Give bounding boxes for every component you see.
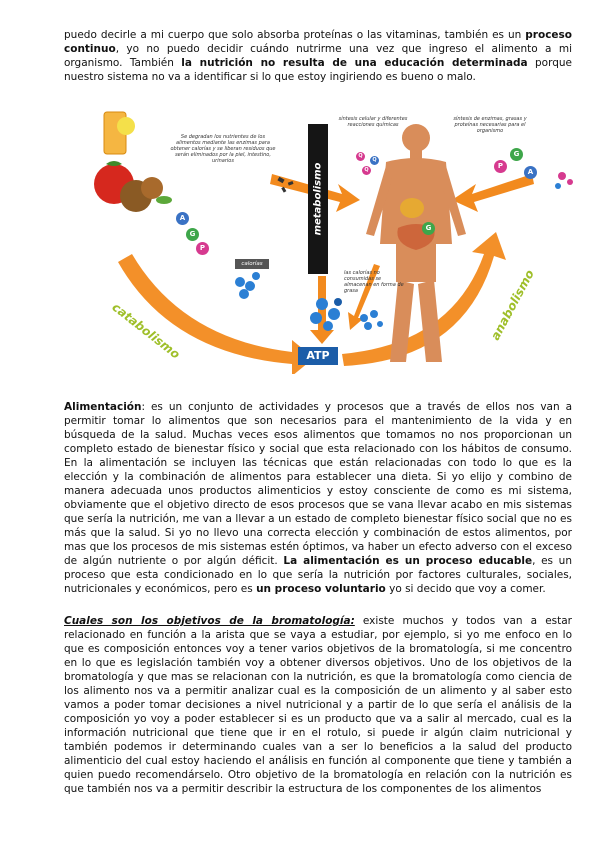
text-run: : es un conjunto de actividades y procesos que a través de ellos nos van a permitir tomar lo alimentos que son necesarios para el mantenimiento de la vida y en búsqueda de la salud. Muchas veces esos alimentos que tomamos no nos proporcionan un completo estado de bienestar físico y social que esta relacionado con los hábitos de consumo. En la alimentación se incluyen las técnicas que están relacionadas con todo lo que es la elección y la combinación de alimentos para establecer una dieta. Si yo elijo y combino de manera adecuada unos productos alimenticios y estoy consciente de como es mi sistema, obviamente que el objetivo directo de esos procesos que se vana llevar acabo en mis sistemas que sería la nutrición, me van a llevar a un estado de completo bienestar físico social que no es más que la salud. Si yo no llevo una correcta elección y combinación de estos alimentos, por mas que los procesos de mis sistemas estén óptimos, va haber un efecto adverso con el exceso de algún nutriente o por algún déficit.: [64, 401, 572, 567]
text-run: , es un proceso que esta condicionado en lo que sería la nutrición por factores culturales, sociales, nutricionales y económicos, pero es: [64, 555, 572, 595]
molecule-left: [235, 272, 260, 299]
molecule-right: [360, 310, 383, 330]
catabolismo-label: catabolismo: [109, 300, 183, 362]
metabolismo-banner: [308, 124, 328, 274]
text-run: porque nuestro sistema no va a identificar si lo que estoy ingiriendo es bueno o malo.: [64, 57, 573, 83]
paragraph-bromatologia: [64, 614, 572, 796]
stomach: [400, 198, 424, 218]
metabolism-figure: [92, 104, 578, 374]
lemon: [117, 117, 135, 135]
heading-objetivos-bromatologia: Cuales son los objetivos de la bromatología:: [64, 615, 355, 627]
text-run: existe muchos y todos van a estar relacionado en función a la arista que se vaya a estudiar, por ejemplo, si yo me enfoco en lo que es composición entonces voy a tener varios objetivos de la bromatología, si me concentro en lo que es legislación también voy a obtener diversos objetivos. Uno de los objetivos de la bromatología y que mas se relacionan con la nutrición, es que la bromatología como ciencia de los alimento nos va a permitir analizar cual es la composición de un alimento y al saber esto vamos a poder tomar decisiones a nivel nutricional y a partir de lo que sería el análisis de la composición yo voy a poder establecer si es un producto que va a salir al mercado, cual es la información nutricional que tiene que ir en el rotulo, si puede ir algún claim nutricional y también podemos ir determinando cuales van a ser lo beneficios a la salud del producto alimenticio del cual estoy haciendo el análisis en función al componente que tiene y también a quien puedo recomendárselo. Otro objetivo de la bromatología en relación con la nutrición es que también nos va a permitir describir la estructura de los componentes de los alimentos: [64, 615, 573, 795]
walnut: [141, 177, 163, 199]
leaf: [156, 196, 172, 204]
badge-g-body: G: [422, 222, 435, 235]
figure-note-cell-synthesis: síntesis celular y diferentes reacciones químicas: [338, 116, 408, 128]
text-run: , yo no puedo decidir cuándo nutrirme una vez que ingreso el alimento a mi organismo. También: [64, 43, 572, 69]
atp-label: ATP: [298, 347, 338, 365]
figure-note-enzymes: síntesis de enzimas, grasas y proteínas necesarias para el organismo: [453, 116, 527, 134]
badge-g-left: G: [186, 228, 199, 241]
badge-q-1: Q: [356, 152, 365, 161]
paragraph-nutrition: [64, 28, 572, 84]
text-run: yo si decido que voy a comer.: [385, 583, 546, 595]
figure-note-degradation: Se degradan los nutrientes de los alimentos mediante las enzimas para obtener calorías y se liberan residuos que serán eliminados por la piel, intestino, urinarios: [170, 134, 276, 164]
badge-q-3: Q: [362, 166, 371, 175]
metabolismo-label: metabolismo: [312, 162, 324, 236]
badge-a-right: A: [524, 166, 537, 179]
molecule-top-right: [555, 172, 573, 189]
badge-a-left: A: [176, 212, 189, 225]
catabolism-arrow: [118, 254, 314, 374]
badge-p-left: P: [196, 242, 209, 255]
calorias-label: calorías: [235, 259, 269, 269]
figure-note-fat-storage: las calorías no consumidas se almacenan en forma de grasa: [344, 270, 404, 294]
bold-term-proceso-continuo: proceso continuo: [64, 29, 572, 55]
bold-term-proceso-educable: La alimentación es un proceso educable: [283, 555, 533, 567]
badge-q-2: Q: [370, 156, 379, 165]
paragraph-alimentacion: [64, 400, 572, 596]
text-run: puedo decirle a mi cuerpo que solo absorba proteínas o las vitaminas, también es un: [64, 29, 526, 41]
badge-p-right: P: [494, 160, 507, 173]
arrow-to-body-right: [452, 174, 534, 212]
badge-g-right: G: [510, 148, 523, 161]
bold-term-alimentacion: Alimentación: [64, 401, 142, 413]
bold-term-nutricion-educacion: la nutrición no resulta de una educación determinada: [181, 57, 528, 69]
bold-term-proceso-voluntario: un proceso voluntario: [256, 583, 386, 595]
anabolismo-label: anabolismo: [488, 267, 537, 343]
